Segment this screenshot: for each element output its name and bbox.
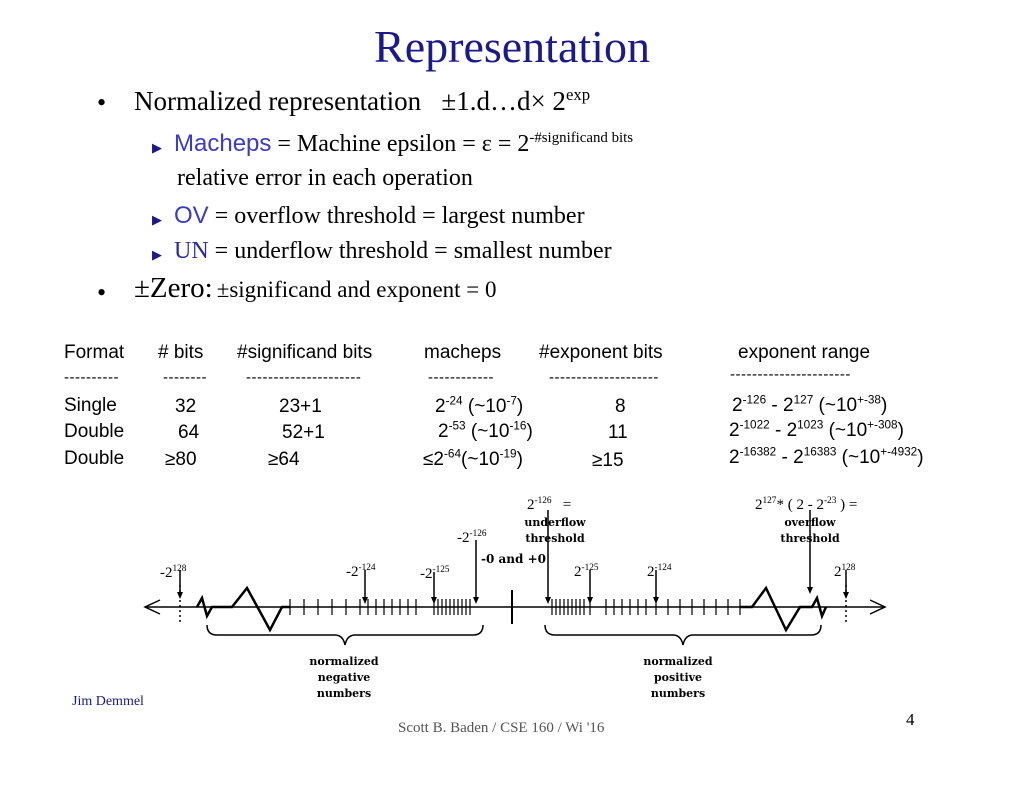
row-double-format: Double — [64, 421, 125, 442]
normalized-label: Normalized representation — [134, 86, 422, 116]
row-extended-format: Double — [64, 448, 125, 469]
label-pos128: $2^{128}$ — [834, 563, 856, 580]
un-rest: = underflow threshold = smallest number — [214, 238, 612, 264]
row-double-sig: 52+1 — [282, 422, 325, 443]
zero-rest: ±significand and exponent = 0 — [216, 277, 497, 302]
normalized-exp: exp — [565, 85, 591, 104]
label-overflow-threshold: overflow threshold — [780, 516, 840, 545]
label-underflow-value: $2^{-126}$ = — [527, 496, 572, 513]
author: Jim Demmel — [72, 694, 144, 709]
triangle-bullet-icon: ▶ — [152, 140, 162, 155]
row-extended-range: $2^{-16382} - 2^{16383}$ $(\sim 10^{+-4932})$ — [729, 445, 924, 468]
normalized-formula: ±1.d…d× 2 — [441, 86, 566, 116]
label-neg125: $-2^{-125}$ — [420, 565, 450, 582]
separator: ---------- — [64, 369, 119, 386]
un-term: UN — [174, 238, 209, 264]
header-bits: # bits — [158, 342, 204, 363]
page-number: 4 — [906, 710, 915, 729]
macheps-term: Macheps — [174, 130, 272, 157]
separator: -------- — [163, 369, 207, 386]
header-macheps: macheps — [424, 342, 502, 363]
label-pos124: $2^{-124}$ — [647, 563, 672, 580]
bullet-dot: • — [97, 88, 107, 117]
zero-label: ±Zero: — [134, 272, 213, 304]
label-underflow-threshold: underflow threshold — [524, 516, 586, 545]
ov-rest: = overflow threshold = largest number — [214, 203, 585, 229]
row-extended-sig: ≥64 — [268, 449, 300, 470]
row-single-exp-bits: 8 — [615, 396, 626, 417]
row-single-range: $2^{-126} - 2^{127}$ $(\sim 10^{+-38})$ — [732, 393, 888, 416]
left-zigzag — [197, 588, 290, 630]
separator: --------------------- — [246, 369, 362, 386]
separator: -------------------- — [549, 369, 659, 386]
row-double-exp-bits: 11 — [608, 422, 628, 443]
macheps-rest: = Machine epsilon = ε = 2 — [277, 131, 530, 157]
course-footer: Scott B. Baden / CSE 160 / Wi '16 — [398, 720, 605, 736]
triangle-bullet-icon: ▶ — [152, 247, 162, 262]
row-single-macheps: $2^{-24}$ $(\sim 10^{-7})$ — [435, 394, 524, 417]
row-single-format: Single — [64, 395, 117, 416]
header-format: Format — [64, 342, 125, 363]
ov-term: OV — [174, 202, 209, 229]
neg-brace — [207, 625, 483, 645]
row-single-sig: 23+1 — [279, 396, 322, 417]
label-pos125: $2^{-125}$ — [574, 563, 599, 580]
right-zigzag — [740, 588, 826, 630]
label-overflow-value: $2^{127}*$ ( $2 - 2^{-23}$ ) = — [755, 496, 858, 513]
macheps-sup: -#significand bits — [529, 130, 634, 146]
header-exponent-range: exponent range — [738, 342, 871, 363]
row-double-range: $2^{-1022} - 2^{1023}$ $(\sim 10^{+-308})$ — [729, 418, 904, 441]
triangle-bullet-icon: ▶ — [152, 212, 162, 227]
separator: ---------------------- — [730, 366, 851, 383]
label-neg128: $-2^{128}$ — [160, 564, 187, 581]
separator: ------------ — [428, 369, 494, 386]
label-normalized-positive: normalized positive numbers — [643, 655, 713, 700]
label-neg124: $-2^{-124}$ — [346, 563, 376, 580]
row-extended-bits: ≥80 — [165, 449, 197, 470]
label-normalized-negative: normalized negative numbers — [309, 655, 379, 700]
header-exponent-bits: #exponent bits — [539, 342, 663, 363]
row-extended-macheps: $\le 2^{-64}(\sim 10^{-19})$ — [423, 447, 523, 470]
row-single-bits: 32 — [175, 396, 197, 417]
bullet-dot: • — [97, 278, 107, 307]
label-neg126: $-2^{-126}$ — [457, 529, 487, 546]
row-extended-exp-bits: ≥15 — [592, 450, 624, 471]
row-double-bits: 64 — [178, 422, 200, 443]
pos-brace — [545, 625, 821, 645]
slide-title: Representation — [374, 21, 650, 72]
macheps-line2: relative error in each operation — [177, 165, 473, 191]
label-zero: -0 and +0 — [481, 552, 546, 566]
row-double-macheps: $2^{-53}$ $(\sim 10^{-16})$ — [438, 419, 533, 442]
header-significand: #significand bits — [237, 342, 373, 363]
